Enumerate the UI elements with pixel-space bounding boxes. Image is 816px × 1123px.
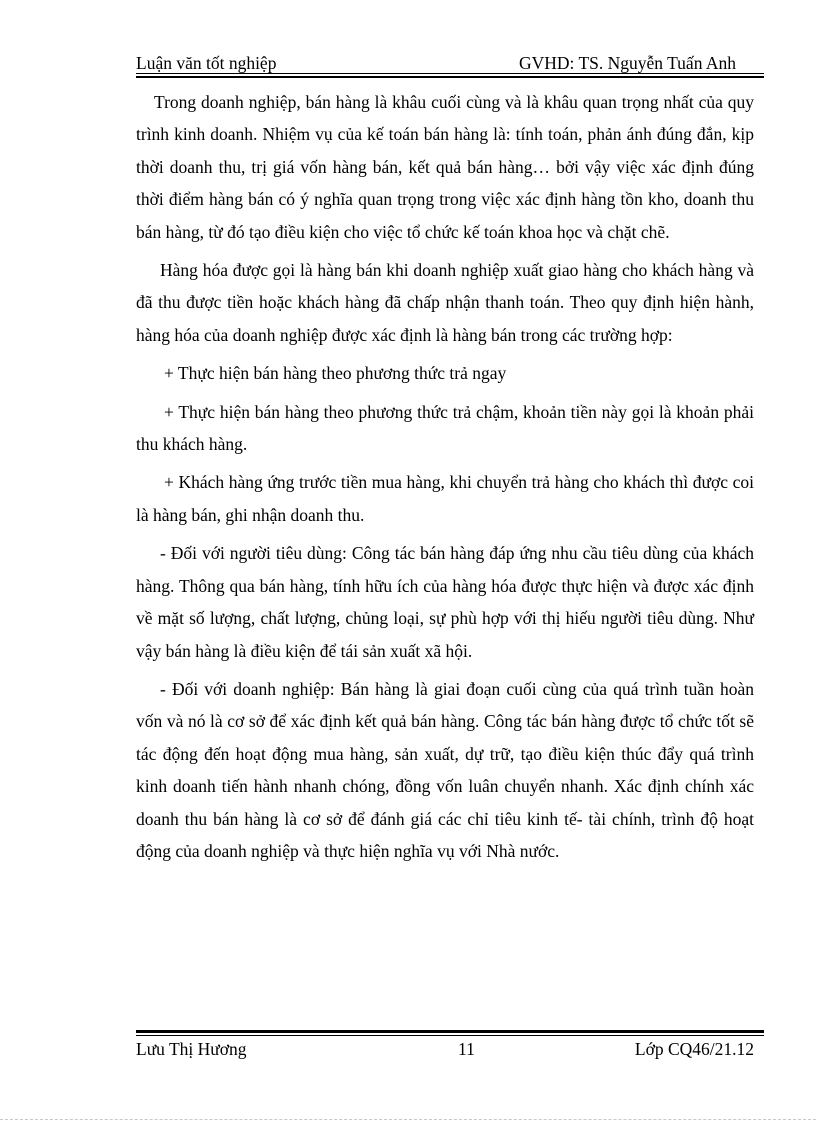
list-item-prepaid: + Khách hàng ứng trước tiền mua hàng, khi chuyển trả hàng cho khách thì được coi là hàng bán, ghi nhận doanh thu.: [136, 472, 754, 525]
page-header: [136, 52, 764, 74]
page-footer: [136, 1038, 764, 1060]
list-item-pay-now: + Thực hiện bán hàng theo phương thức trả ngay: [164, 363, 507, 384]
paragraph-intro: Trong doanh nghiệp, bán hàng là khâu cuối cùng và là khâu quan trọng nhất của quy trình kinh doanh. Nhiệm vụ của kế toán bán hàng là: tính toán, phản ánh đúng đắn, kịp thời doanh thu, trị giá vốn hàng bán, kết quả bán hàng… bởi vậy việc xác định đúng thời điểm hàng bán có ý nghĩa quan trọng trong việc xác định hàng tồn kho, doanh thu bán hàng, từ đó tạo điều kiện cho việc tổ chức kế toán khoa học và chặt chẽ.: [136, 92, 754, 242]
footer-class: Lớp CQ46/21.12: [634, 1039, 754, 1059]
page-number: 11: [458, 1039, 475, 1059]
paragraph-goods-sold: Hàng hóa được gọi là hàng bán khi doanh nghiệp xuất giao hàng cho khách hàng và đã thu được tiền hoặc khách hàng đã chấp nhận thanh toán. Theo quy định hiện hành, hàng hóa của doanh nghiệp được xác định là hàng bán trong các trường hợp:: [136, 260, 754, 345]
footer-rule-thick: [136, 1030, 764, 1033]
page-body: [136, 86, 754, 873]
header-advisor: GVHD: TS. Nguyễn Tuấn Anh: [519, 53, 736, 73]
paragraph-enterprise: - Đối với doanh nghiệp: Bán hàng là giai đoạn cuối cùng của quá trình tuần hoàn vốn và nó là cơ sở để xác định kết quả bán hàng. Công tác bán hàng được tổ chức tốt sẽ tác động đến hoạt động mua hàng, sản xuất, dự trữ, tạo điều kiện thúc đẩy quá trình kinh doanh tiến hành nhanh chóng, đồng vốn luân chuyển nhanh. Xác định chính xác doanh thu bán hàng là cơ sở để đánh giá các chỉ tiêu kinh tế- tài chính, trình độ hoạt động của doanh nghiệp và thực hiện nghĩa vụ với Nhà nước.: [136, 678, 754, 861]
header-rule-thick: [136, 76, 764, 78]
footer-rule: [136, 1035, 764, 1036]
header-thesis-title: Luận văn tốt nghiệp: [136, 53, 277, 73]
paragraph-consumers: - Đối với người tiêu dùng: Công tác bán hàng đáp ứng nhu cầu tiêu dùng của khách hàng. Thông qua bán hàng, tính hữu ích của hàng hóa được thực hiện và được xác định về mặt số lượng, chất lượng, chủng loại, sự phù hợp với thị hiếu người tiêu dùng. Như vậy bán hàng là điều kiện để tái sản xuất xã hội.: [136, 543, 754, 661]
footer-author: Lưu Thị Hương: [136, 1039, 247, 1059]
header-rule: [136, 73, 764, 74]
page-edge: [0, 1119, 816, 1120]
list-item-pay-later: + Thực hiện bán hàng theo phương thức trả chậm, khoản tiền này gọi là khoản phải thu khách hàng.: [136, 401, 754, 455]
